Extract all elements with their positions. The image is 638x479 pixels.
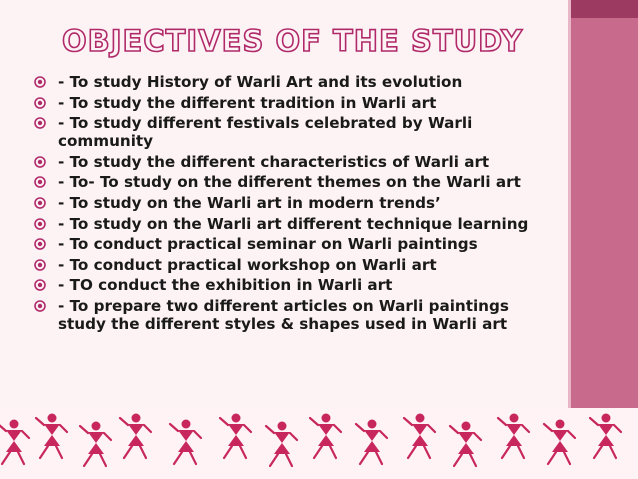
list-item	[34, 215, 534, 233]
warli-dancer-figure-icon	[310, 414, 341, 459]
list-item	[34, 94, 534, 112]
list-item-text: - TO conduct the exhibition in Warli art	[58, 276, 393, 295]
list-item-text: - To study on the Warli art in modern trends’	[58, 193, 441, 212]
list-item-text: - To conduct practical workshop on Warli art	[58, 255, 437, 274]
warli-dancer-figure-icon	[120, 414, 151, 459]
slide-title: OBJECTIVES OF THE STUDY	[62, 24, 524, 58]
warli-dancer-figure-icon	[266, 422, 297, 467]
warli-dancer-figure-icon	[404, 414, 435, 459]
circle-dot-bullet-icon	[34, 117, 46, 129]
list-item-text: - To- To study on the different themes on the Warli art	[58, 173, 521, 192]
warli-dancer-figure-icon	[544, 420, 575, 465]
list-item-text: - To prepare two different articles on Warli paintings study the different styles & shapes used in Warli art	[58, 296, 509, 333]
warli-dancer-figure-icon	[80, 422, 111, 467]
warli-dancer-figure-icon	[356, 420, 387, 465]
circle-dot-bullet-icon	[34, 97, 46, 109]
list-item	[34, 73, 534, 91]
list-item-text: - To study different festivals celebrated by Warli community	[58, 114, 473, 151]
list-item-text: - To study History of Warli Art and its evolution	[58, 73, 463, 91]
circle-dot-bullet-icon	[34, 300, 46, 312]
warli-dancer-figure-icon	[498, 414, 529, 459]
circle-dot-bullet-icon	[34, 156, 46, 168]
circle-dot-bullet-icon	[34, 238, 46, 250]
list-item	[34, 194, 534, 212]
list-item-text: - To study the different tradition in Warli art	[58, 93, 437, 112]
warli-dancer-figure-icon	[36, 414, 67, 459]
warli-dancer-figure-icon	[220, 414, 251, 459]
warli-dancer-figure-icon	[170, 420, 201, 465]
circle-dot-bullet-icon	[34, 176, 46, 188]
circle-dot-bullet-icon	[34, 197, 46, 209]
list-item	[34, 256, 534, 274]
list-item	[34, 114, 534, 150]
circle-dot-bullet-icon	[34, 259, 46, 271]
list-item	[34, 297, 534, 333]
objectives-list	[34, 73, 534, 336]
list-item	[34, 235, 534, 253]
warli-dancer-figure-icon	[0, 420, 29, 465]
warli-dancer-figure-icon	[590, 414, 621, 459]
list-item-text: - To study on the Warli art different technique learning	[58, 214, 529, 233]
right-decorative-strip	[568, 0, 638, 408]
list-item-text: - To study the different characteristics of Warli art	[58, 152, 490, 171]
strip-edge	[568, 0, 571, 408]
circle-dot-bullet-icon	[34, 76, 46, 88]
circle-dot-bullet-icon	[34, 218, 46, 230]
list-item	[34, 276, 534, 294]
circle-dot-bullet-icon	[34, 279, 46, 291]
list-item	[34, 173, 534, 191]
warli-dancer-figure-icon	[450, 422, 481, 467]
list-item-text: - To conduct practical seminar on Warli paintings	[58, 235, 478, 254]
warli-figures-border	[0, 412, 638, 479]
list-item	[34, 153, 534, 171]
strip-top-band	[568, 0, 638, 18]
